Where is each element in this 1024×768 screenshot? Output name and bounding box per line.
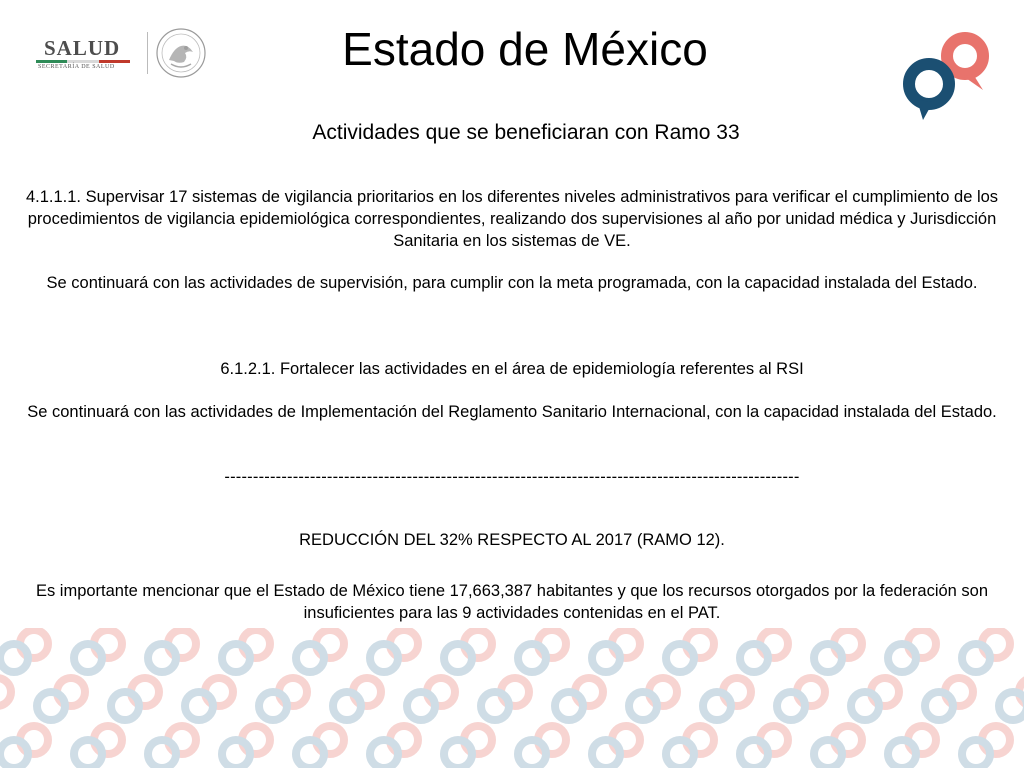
activity-6-1-2-1-text: 6.1.2.1. Fortalecer las actividades en el área de epidemiología referentes al RSI [220,360,804,378]
dashed-separator: ----------------------------------------------------------------------------------------------------- [224,468,800,486]
bubble-ring [999,692,1024,720]
bubble-ring [0,678,11,706]
supervision-note-text: Se continuará con las actividades de supervisión, para cumplir con la meta programada, con la capacidad instalada del Estado. [46,274,978,292]
page-subtitle: Actividades que se beneficiaran con Ramo 33 [312,121,740,144]
population-note-text: Es importante mencionar que el Estado de México tiene 17,663,387 habitantes y que los recursos otorgados por la federación son insuficientes para las 9 actividades contenidas en el PAT. [35,582,989,622]
activity-4-1-1-1-text: 4.1.1.1. Supervisar 17 sistemas de vigilancia prioritarios en los diferentes niveles administrativos para verificar el cumplimiento de los procedimientos de vigilancia epidemiológica correspondientes, realizando dos supervisiones al año por unidad médica y Jurisdicción Sanitaria en los sistemas de VE. [25,188,999,250]
reduction-note-text: REDUCCIÓN DEL 32% RESPECTO AL 2017 (RAMO 12). [299,531,725,549]
decorative-bubble-pattern [0,628,1024,768]
salud-logo-subtext: SECRETARÍA DE SALUD [38,64,115,70]
rsi-note-text: Se continuará con las actividades de Implementación del Reglamento Sanitario Internacional, con la capacidad instalada del Estado. [27,403,997,421]
salud-logo-text: SALUD [44,36,121,60]
page-title: Estado de México [342,23,708,75]
